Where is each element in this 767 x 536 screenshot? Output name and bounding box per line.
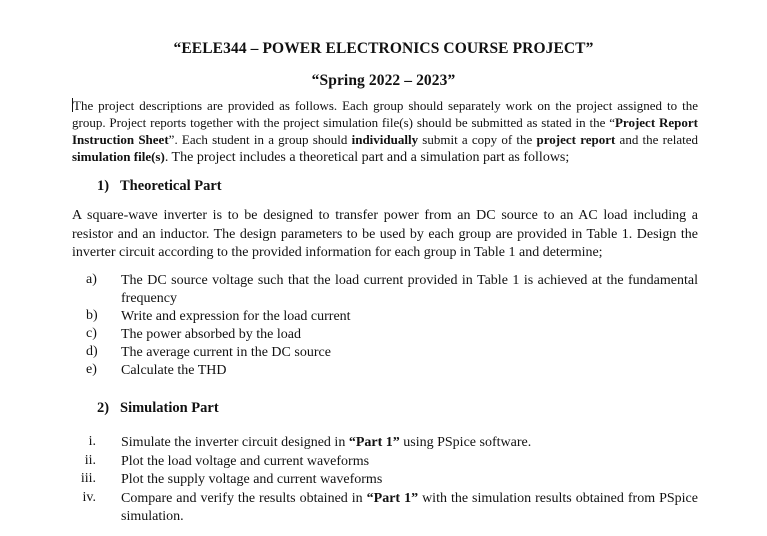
intro-bold-individually: individually — [351, 132, 419, 147]
section-number: 2) — [97, 400, 110, 416]
intro-paragraph — [72, 97, 698, 166]
section-title: Theoretical Part — [120, 178, 222, 194]
theoretical-description: A square-wave inverter is to be designed to transfer power from an DC source to an AC load including a resistor and an inductor. The design parameters to be used by each group are provided in Table 1. Design the inverter circuit according to the provided information for each group in Table 1 and determine; — [72, 208, 698, 260]
list-marker: iii. — [80, 471, 96, 486]
section-heading-theoretical — [97, 178, 222, 195]
list-marker: i. — [88, 434, 96, 449]
list-marker: iv. — [82, 490, 96, 505]
intro-text-1: The project descriptions are provided as follows. Each group should separately work on the project assigned to the group. Project reports together with the project simulation file(s) should be submitted as stated in the “ — [72, 98, 698, 130]
section-number: 1) — [97, 178, 110, 194]
list-item-text: The DC source voltage such that the load current provided in Table 1 is achieved at the fundamental frequency — [121, 273, 698, 306]
intro-bold-instruction-sheet: Project Report Instruction Sheet — [72, 115, 698, 147]
list-item-text: Calculate the THD — [121, 363, 227, 378]
list-item-text-pre: Simulate the inverter circuit designed in — [121, 435, 349, 450]
intro-bold-project-report: project report — [536, 132, 616, 147]
section-heading-simulation — [97, 400, 219, 417]
list-item-text-pre: Plot the supply voltage and current waveforms — [121, 472, 383, 487]
list-item-text — [121, 453, 698, 471]
document-title: “EELE344 – POWER ELECTRONICS COURSE PROJECT” — [173, 40, 594, 57]
list-marker: d) — [86, 344, 98, 359]
list-item-text-post: with the simulation results obtained from PSpice simulation. — [121, 491, 698, 524]
section-title: Simulation Part — [120, 400, 219, 416]
list-item-text — [121, 490, 698, 526]
list-marker: a) — [86, 272, 97, 287]
list-item-text: Write and expression for the load current — [121, 309, 351, 324]
intro-text-4: and the related — [615, 132, 698, 147]
list-item-text: The average current in the DC source — [121, 345, 331, 360]
list-item-text-pre: Plot the load voltage and current waveforms — [121, 454, 370, 469]
intro-bold-simulation-files: simulation file(s) — [72, 149, 165, 164]
list-marker: e) — [86, 362, 97, 377]
document-subtitle: “Spring 2022 – 2023” — [311, 72, 456, 89]
list-item-text-bold: “Part 1” — [348, 435, 400, 450]
list-item-text — [121, 471, 698, 489]
list-item-text-bold: “Part 1” — [366, 491, 419, 506]
list-item-text: The power absorbed by the load — [121, 327, 301, 342]
list-item-text — [121, 434, 698, 452]
intro-text-2: ”. Each student in a group should — [168, 132, 352, 147]
list-marker: ii. — [84, 453, 96, 468]
intro-text-5: . The project includes a theoretical part and a simulation part as follows; — [164, 150, 570, 165]
list-marker: c) — [86, 326, 97, 341]
list-item-text-pre: Compare and verify the results obtained in — [121, 491, 367, 506]
intro-text-3: submit a copy of the — [418, 132, 537, 147]
list-item-text-post: using PSpice software. — [399, 435, 532, 450]
list-marker: b) — [86, 308, 98, 323]
